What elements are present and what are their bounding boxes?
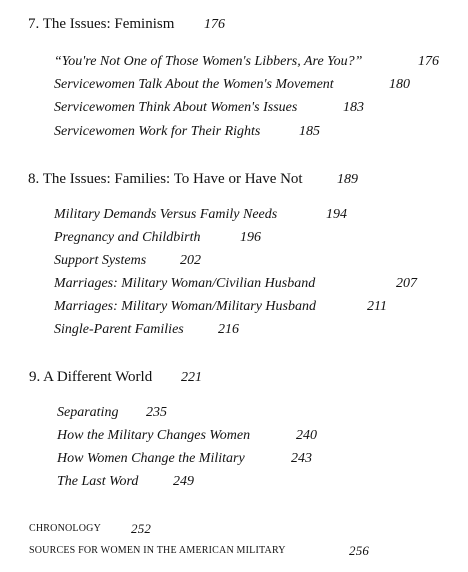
section-page-number: 249: [173, 474, 194, 489]
toc-section: [54, 322, 239, 337]
toc-back-matter-sources: [29, 543, 370, 558]
section-title: The Last Word: [57, 474, 139, 489]
toc-section: [54, 230, 261, 245]
toc-section: [54, 77, 410, 92]
section-page-number: 183: [343, 100, 364, 115]
section-page-number: 196: [240, 230, 261, 245]
toc-section: [54, 276, 417, 291]
section-page-number: 240: [296, 428, 317, 443]
chapter-page-number: 221: [181, 370, 202, 385]
toc-section: [54, 207, 347, 222]
section-title: Servicewomen Work for Their Rights: [54, 124, 261, 139]
toc-section: [57, 451, 312, 466]
section-page-number: 211: [367, 299, 387, 314]
chapter-title: 7. The Issues: Feminism: [28, 16, 175, 32]
section-title: Military Demands Versus Family Needs: [54, 207, 278, 222]
chapter-page-number: 189: [337, 172, 358, 187]
section-page-number: 194: [326, 207, 347, 222]
toc-section: [57, 474, 194, 489]
section-title: Single-Parent Families: [54, 322, 184, 337]
section-title: Marriages: Military Woman/Military Husband: [54, 299, 316, 314]
toc-section: [54, 124, 320, 139]
toc-back-matter-chronology: [29, 521, 152, 536]
chapter-page-number: 176: [204, 17, 225, 32]
toc-section: [54, 54, 439, 69]
section-page-number: 202: [180, 253, 201, 268]
section-title: Servicewomen Think About Women's Issues: [54, 100, 298, 115]
section-title: “You're Not One of Those Women's Libbers, Are You?”: [54, 54, 363, 69]
back-matter-title: SOURCES FOR WOMEN IN THE AMERICAN MILITARY: [29, 545, 286, 556]
chapter-title: 8. The Issues: Families: To Have or Have Not: [28, 171, 303, 187]
toc-chapter-7: [28, 16, 225, 32]
toc-section: [57, 405, 167, 420]
section-page-number: 207: [396, 276, 417, 291]
section-title: Support Systems: [54, 253, 147, 268]
section-title: Separating: [57, 405, 119, 420]
toc-section: [54, 253, 201, 268]
back-matter-page-number: 256: [349, 543, 370, 558]
section-page-number: 180: [389, 77, 410, 92]
section-page-number: 216: [218, 322, 239, 337]
section-title: How the Military Changes Women: [57, 428, 251, 443]
toc-chapter-8: [28, 171, 358, 187]
toc-section: [54, 299, 387, 314]
section-page-number: 243: [291, 451, 312, 466]
back-matter-page-number: 252: [131, 521, 152, 536]
toc-section: [54, 100, 364, 115]
section-title: Pregnancy and Childbirth: [54, 230, 201, 245]
section-title: Marriages: Military Woman/Civilian Husband: [54, 276, 316, 291]
section-title: Servicewomen Talk About the Women's Movement: [54, 77, 334, 92]
chapter-title: 9. A Different World: [29, 369, 153, 385]
section-page-number: 176: [418, 54, 439, 69]
back-matter-title: CHRONOLOGY: [29, 523, 101, 534]
section-page-number: 235: [146, 405, 167, 420]
toc-section: [57, 428, 317, 443]
section-title: How Women Change the Military: [57, 451, 245, 466]
section-page-number: 185: [299, 124, 320, 139]
toc-chapter-9: [29, 369, 202, 385]
